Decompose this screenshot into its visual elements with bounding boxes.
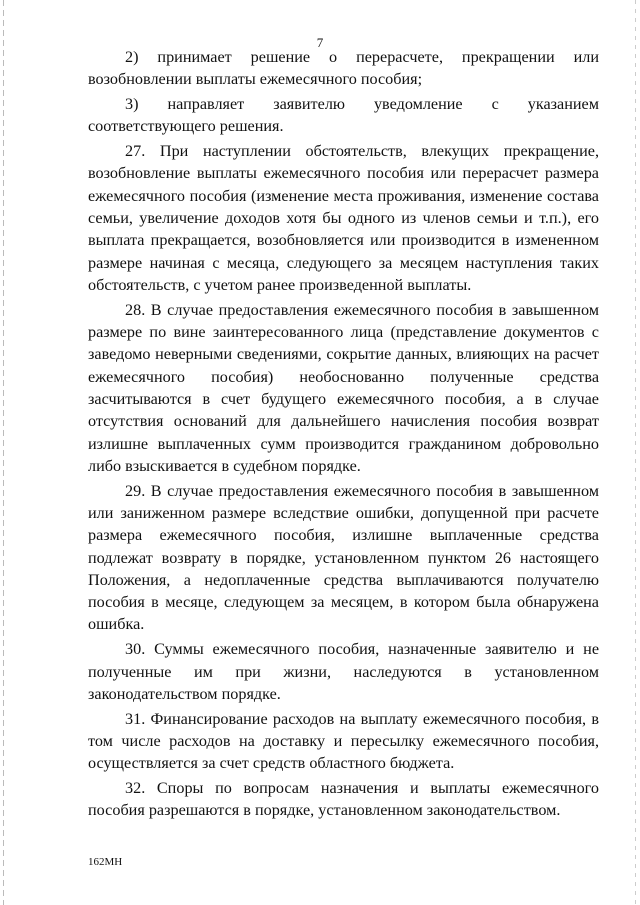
paragraph-32: 32. Споры по вопросам назначения и выплаты ежемесячного пособия разрешаются в порядке, установленном законодательством. — [88, 779, 599, 820]
paragraph-29: 29. В случае предоставления ежемесячного пособия в завышенном или заниженном размере вследствие ошибки, допущенной при расчете размера ежемесячного пособия, излишне выплаченные средства подлежат возврату в порядке, установленном пунктом 26 настоящего Положения, а недоплаченные средства выплачиваются получателю пособия в месяце, следующем за месяцем, в котором была обнаружена ошибка. — [88, 481, 599, 634]
paragraph-30: 30. Суммы ежемесячного пособия, назначенные заявителю и не полученные им при жизни, наследуются в установленном законодательством порядке. — [88, 640, 599, 703]
scan-edge-left — [3, 0, 4, 905]
page-number: 7 — [316, 35, 324, 50]
scan-edge-right — [635, 0, 636, 905]
document-body — [88, 46, 599, 824]
paragraph-31: 31. Финансирование расходов на выплату ежемесячного пособия, в том числе расходов на доставку и пересылку ежемесячного пособия, осуществляется за счет средств областного бюджета. — [88, 709, 599, 773]
document-code: 162МН — [88, 856, 123, 868]
paragraph-27: 27. При наступлении обстоятельств, влекущих прекращение, возобновление выплаты ежемесячного пособия или перерасчет размера ежемесячного пособия (изменение места проживания, изменение состава семьи, увеличение доходов хотя бы одного из членов семьи и т.п.), его выплата прекращается, возобновляется или производится в измененном размере начиная с месяца, следующего за месяцем наступления таких обстоятельств, с учетом ранее произведенной выплаты. — [88, 142, 599, 294]
paragraph-item-2: 2) принимает решение о перерасчете, прекращении или возобновлении выплаты ежемесячного пособия; — [88, 48, 599, 89]
paragraph-item-3: 3) направляет заявителю уведомление с указанием соответствующего решения. — [88, 95, 599, 136]
paragraph-28: 28. В случае предоставления ежемесячного пособия в завышенном размере по вине заинтересованного лица (представление документов с заведомо неверными сведениями, сокрытие данных, влияющих на расчет ежемесячного пособия) необоснованно полученные средства засчитываются в счет будущего ежемесячного пособия, а в случае отсутствия оснований для дальнейшего начисления пособия возврат излишне выплаченных сумм производится гражданином добровольно либо взыскивается в судебном порядке. — [88, 300, 599, 475]
